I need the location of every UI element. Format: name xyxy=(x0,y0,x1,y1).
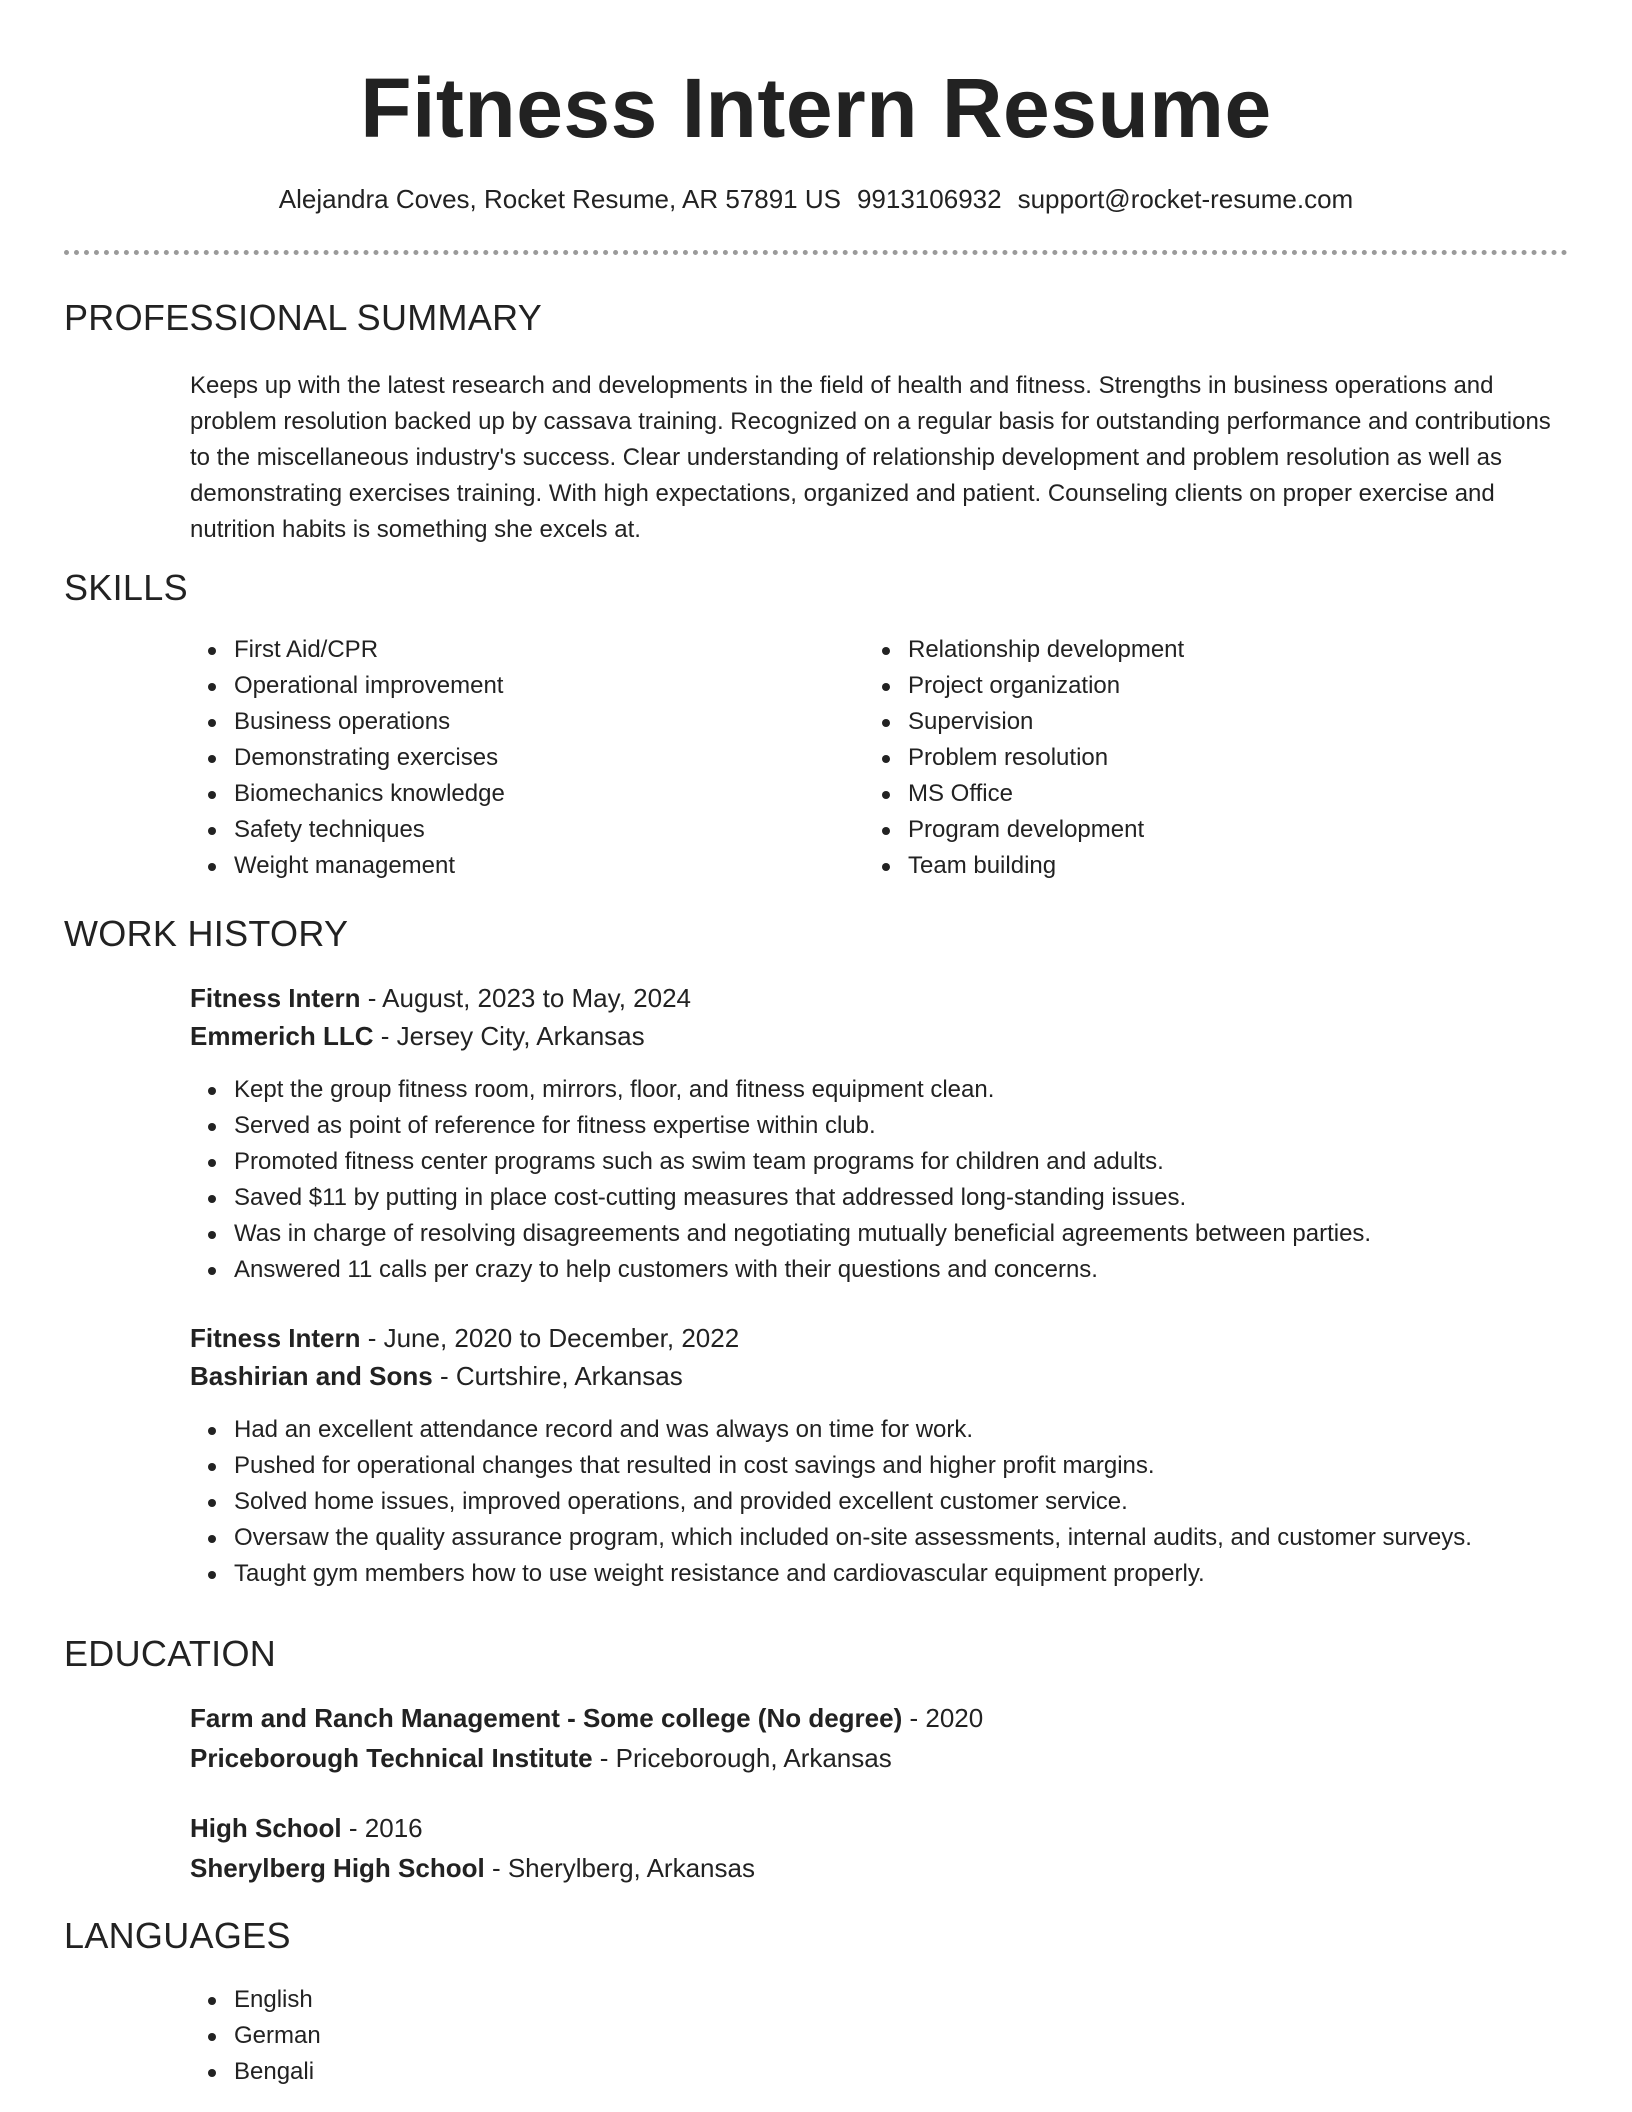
job-1-company: Emmerich LLC xyxy=(190,1021,374,1051)
edu-1-degree: Farm and Ranch Management - Some college (No degree) xyxy=(190,1703,903,1733)
job-1-location: - Jersey City, Arkansas xyxy=(373,1021,645,1051)
resume-title: Fitness Intern Resume xyxy=(360,61,1272,155)
list-item: First Aid/CPR xyxy=(190,632,505,668)
list-item: Team building xyxy=(864,848,1184,884)
list-item: Taught gym members how to use weight resistance and cardiovascular equipment properly. xyxy=(190,1556,1472,1592)
work-heading: WORK HISTORY xyxy=(64,913,349,954)
job-2-company-line xyxy=(190,1358,683,1394)
summary-text: Keeps up with the latest research and developments in the field of health and fitness. Strengths in business operations and problem resolution backed up by cassava training. Recognized on a regular basis for outstanding performance and contributions to the miscellaneous industry's success. Clear understanding of relationship development and problem resolution as well as demonstrating exercises training. With high expectations, organized and patient. Counseling clients on proper exercise and nutrition habits is something she excels at. xyxy=(190,372,1551,543)
edu-1-school: Priceborough Technical Institute xyxy=(190,1743,593,1773)
skills-list-right xyxy=(864,632,1184,884)
list-item: Weight management xyxy=(190,848,505,884)
edu-2-degree: High School xyxy=(190,1813,342,1843)
list-item: Safety techniques xyxy=(190,812,505,848)
job-1-dates: - August, 2023 to May, 2024 xyxy=(360,983,691,1013)
education-heading: EDUCATION xyxy=(64,1633,277,1674)
job-1-title: Fitness Intern xyxy=(190,983,361,1013)
edu-2-school-line xyxy=(190,1850,755,1886)
list-item: Promoted fitness center programs such as swim team programs for children and adults. xyxy=(190,1144,1371,1180)
list-item: Project organization xyxy=(864,668,1184,704)
edu-2-degree-line xyxy=(190,1810,423,1846)
job-2-dates: - June, 2020 to December, 2022 xyxy=(360,1323,740,1353)
edu-2-year: - 2016 xyxy=(341,1813,423,1843)
list-item: Pushed for operational changes that resulted in cost savings and higher profit margins. xyxy=(190,1448,1472,1484)
list-item: Bengali xyxy=(190,2054,321,2090)
skills-heading: SKILLS xyxy=(64,567,188,608)
header-divider xyxy=(64,250,1568,255)
list-item: Was in charge of resolving disagreements and negotiating mutually beneficial agreements between parties. xyxy=(190,1216,1371,1252)
list-item: German xyxy=(190,2018,321,2054)
list-item: Solved home issues, improved operations, and provided excellent customer service. xyxy=(190,1484,1472,1520)
job-1-title-line xyxy=(190,980,691,1016)
edu-1-year: - 2020 xyxy=(902,1703,984,1733)
list-item: Supervision xyxy=(864,704,1184,740)
job-2-location: - Curtshire, Arkansas xyxy=(432,1361,683,1391)
edu-1-location: - Priceborough, Arkansas xyxy=(592,1743,892,1773)
list-item: Biomechanics knowledge xyxy=(190,776,505,812)
summary-heading: PROFESSIONAL SUMMARY xyxy=(64,297,543,338)
languages-heading: LANGUAGES xyxy=(64,1915,291,1956)
contact-email: support@rocket-resume.com xyxy=(1017,184,1354,214)
list-item: MS Office xyxy=(864,776,1184,812)
contact-address: Alejandra Coves, Rocket Resume, AR 57891 US xyxy=(278,184,841,214)
job-2-bullets xyxy=(190,1412,1472,1592)
list-item: Kept the group fitness room, mirrors, floor, and fitness equipment clean. xyxy=(190,1072,1371,1108)
contact-line xyxy=(0,182,1632,216)
list-item: Relationship development xyxy=(864,632,1184,668)
edu-2-location: - Sherylberg, Arkansas xyxy=(484,1853,755,1883)
contact-phone: 9913106932 xyxy=(856,184,1002,214)
job-2-title: Fitness Intern xyxy=(190,1323,361,1353)
job-2-title-line xyxy=(190,1320,739,1356)
list-item: English xyxy=(190,1982,321,2018)
edu-1-school-line xyxy=(190,1740,892,1776)
job-1-bullets xyxy=(190,1072,1371,1288)
list-item: Program development xyxy=(864,812,1184,848)
languages-list xyxy=(190,1982,321,2090)
list-item: Operational improvement xyxy=(190,668,505,704)
list-item: Business operations xyxy=(190,704,505,740)
skills-list-left xyxy=(190,632,505,884)
list-item: Had an excellent attendance record and was always on time for work. xyxy=(190,1412,1472,1448)
list-item: Oversaw the quality assurance program, which included on-site assessments, internal audits, and customer surveys. xyxy=(190,1520,1472,1556)
list-item: Saved $11 by putting in place cost-cutting measures that addressed long-standing issues. xyxy=(190,1180,1371,1216)
job-2-company: Bashirian and Sons xyxy=(190,1361,433,1391)
list-item: Answered 11 calls per crazy to help customers with their questions and concerns. xyxy=(190,1252,1371,1288)
list-item: Demonstrating exercises xyxy=(190,740,505,776)
list-item: Served as point of reference for fitness expertise within club. xyxy=(190,1108,1371,1144)
edu-1-degree-line xyxy=(190,1700,983,1736)
edu-2-school: Sherylberg High School xyxy=(190,1853,485,1883)
job-1-company-line xyxy=(190,1018,645,1054)
list-item: Problem resolution xyxy=(864,740,1184,776)
